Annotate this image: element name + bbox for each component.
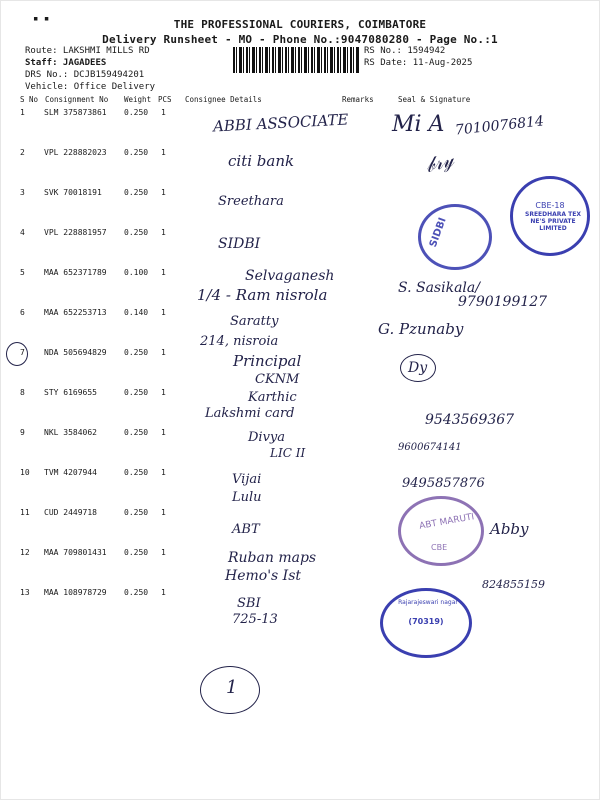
row-weight: 0.140 (124, 308, 149, 317)
consignee-handwritten: SIDBI (218, 236, 261, 252)
signature-scribble: 𝒷𝓇𝓎 (422, 146, 457, 178)
company-title: THE PROFESSIONAL COURIERS, COIMBATORE (173, 18, 427, 31)
table-row (0, 388, 600, 408)
consignee-handwritten: Principal (233, 352, 302, 370)
handwritten-note: 214, nisroia (200, 334, 279, 349)
handwritten-note: CKNM (255, 372, 300, 387)
runsheet-subtitle: Delivery Runsheet - MO - Phone No.:9047080280 - Page No.:1 (102, 33, 498, 46)
consignee-handwritten: citi bank (228, 152, 295, 170)
row-consignment: CUD 2449718 (44, 508, 97, 517)
row-pcs: 1 (161, 228, 166, 237)
drs-number: DRS No.: DCJB159494201 (25, 70, 145, 80)
row-consignment: MAA 709801431 (44, 548, 107, 557)
handwritten-note: LIC II (270, 446, 306, 460)
row-consignment: MAA 108978729 (44, 588, 107, 597)
row-consignment: NDA 505694829 (44, 348, 107, 357)
consignee-handwritten: Saratty (230, 314, 279, 329)
row-weight: 0.250 (124, 588, 149, 597)
consignee-handwritten: SBI (237, 596, 261, 611)
row-pcs: 1 (161, 348, 166, 357)
bank-stamp (418, 204, 492, 270)
row-pcs: 1 (161, 548, 166, 557)
row-sno: 13 (20, 588, 30, 597)
consignee-handwritten: Divya (248, 430, 286, 445)
row-pcs: 1 (161, 508, 166, 517)
row-pcs: 1 (161, 388, 166, 397)
row-weight: 0.250 (124, 228, 149, 237)
row-weight: 0.250 (124, 108, 149, 117)
consignee-handwritten: ABBI ASSOCIATE (212, 110, 349, 136)
signature: Dy (408, 360, 428, 376)
row-pcs: 1 (161, 108, 166, 117)
row-weight: 0.100 (124, 268, 149, 277)
consignee-handwritten: ABT (232, 522, 260, 537)
rs-number: RS No.: 1594942 (364, 46, 446, 56)
row-pcs: 1 (161, 188, 166, 197)
col-weight: Weight (124, 95, 152, 104)
table-row (0, 308, 600, 328)
row-consignment: SLM 375873861 (44, 108, 107, 117)
row-weight: 0.250 (124, 428, 149, 437)
table-row (0, 468, 600, 488)
row-sno: 7 (20, 348, 25, 357)
col-remarks: Remarks (342, 95, 374, 104)
circle-mark (6, 342, 28, 366)
staff-label: Staff: JAGADEES (25, 58, 107, 68)
phone-handwritten: 9600674141 (398, 442, 462, 453)
row-weight: 0.250 (124, 508, 149, 517)
row-sno: 3 (20, 188, 25, 197)
phone-handwritten: 9495857876 (402, 476, 485, 491)
table-row (0, 428, 600, 448)
row-sno: 1 (20, 108, 25, 117)
phone-handwritten: 7010076814 (454, 113, 545, 139)
row-consignment: MAA 652371789 (44, 268, 107, 277)
row-weight: 0.250 (124, 148, 149, 157)
row-weight: 0.250 (124, 468, 149, 477)
consignee-handwritten: Vijai (232, 472, 262, 487)
row-pcs: 1 (161, 148, 166, 157)
row-sno: 9 (20, 428, 25, 437)
stamp-city: CBE (431, 543, 448, 552)
row-sno: 4 (20, 228, 25, 237)
phone-handwritten: 9790199127 (458, 294, 548, 310)
row-sno: 11 (20, 508, 30, 517)
row-sno: 5 (20, 268, 25, 277)
col-consignee: Consignee Details (185, 95, 262, 104)
stamp-text: SREEDHARA TEX NE'S PRIVATE LIMITED (525, 211, 581, 232)
circle-mark (400, 354, 436, 382)
row-weight: 0.250 (124, 548, 149, 557)
handwritten-note: Hemo's Ist (225, 568, 302, 584)
col-consignment: Consignment No (45, 95, 109, 104)
handwritten-note: Lakshmi card (205, 406, 295, 421)
row-pcs: 1 (161, 308, 166, 317)
col-pcs: PCS (158, 95, 172, 104)
phone-handwritten: 9543569367 (425, 412, 515, 428)
circle-mark-label: 1 (226, 677, 238, 698)
rs-date: RS Date: 11-Aug-2025 (364, 58, 473, 68)
row-sno: 8 (20, 388, 25, 397)
row-pcs: 1 (161, 588, 166, 597)
row-sno: 12 (20, 548, 30, 557)
post-office-stamp (380, 588, 472, 658)
top-mark: ▪ ▪ (33, 14, 50, 24)
stamp-text: SIDBI (427, 216, 449, 249)
row-weight: 0.250 (124, 188, 149, 197)
signature: Abby (490, 520, 529, 538)
table-row (0, 588, 600, 608)
handwritten-note: 1/4 - Ram nisrola (197, 286, 328, 304)
row-sno: 10 (20, 468, 30, 477)
consignee-handwritten: Karthic (248, 390, 297, 405)
row-weight: 0.250 (124, 388, 149, 397)
table-row (0, 148, 600, 168)
phone-handwritten: 824855159 (482, 578, 545, 591)
table-row (0, 228, 600, 248)
row-weight: 0.250 (124, 348, 149, 357)
company-stamp (398, 496, 484, 566)
row-sno: 6 (20, 308, 25, 317)
consignee-handwritten: Sreethara (218, 194, 284, 209)
row-pcs: 1 (161, 468, 166, 477)
col-sno: S No (20, 95, 39, 104)
row-pcs: 1 (161, 428, 166, 437)
row-sno: 2 (20, 148, 25, 157)
row-consignment: VPL 228882023 (44, 148, 107, 157)
row-consignment: VPL 228881957 (44, 228, 107, 237)
stamp-text: ABT MARUTI (418, 512, 476, 532)
handwritten-note: Lulu (232, 490, 262, 505)
stamp-text: Rajarajeswari nagar (398, 599, 458, 606)
consignee-handwritten: Selvaganesh (245, 268, 335, 284)
handwritten-name: S. Sasikala/ (398, 280, 480, 296)
company-stamp (510, 176, 590, 256)
row-consignment: NKL 3584062 (44, 428, 97, 437)
stamp-city: CBE-18 (535, 201, 565, 210)
vehicle-label: Vehicle: Office Delivery (25, 82, 156, 92)
barcode (233, 47, 359, 73)
handwritten-note: 725-13 (232, 612, 278, 627)
row-consignment: STY 6169655 (44, 388, 97, 397)
table-row (0, 188, 600, 208)
signature: G. Pzunaby (378, 320, 464, 338)
stamp-code: (70319) (408, 617, 444, 626)
route-label: Route: LAKSHMI MILLS RD (25, 46, 150, 56)
row-consignment: MAA 652253713 (44, 308, 107, 317)
row-consignment: TVM 4207944 (44, 468, 97, 477)
consignee-handwritten: Ruban maps (228, 550, 317, 566)
col-seal: Seal & Signature (398, 95, 471, 104)
signature: Mi A (392, 112, 445, 137)
circle-mark (200, 666, 260, 714)
row-consignment: SVK 70018191 (44, 188, 102, 197)
row-pcs: 1 (161, 268, 166, 277)
